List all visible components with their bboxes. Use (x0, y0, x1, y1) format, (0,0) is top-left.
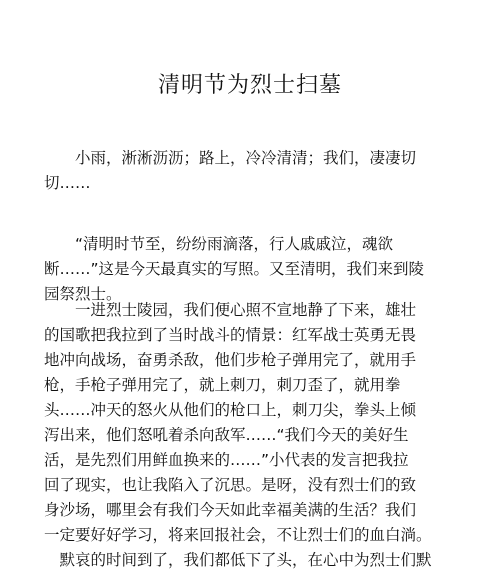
text-line: 园祭烈士。 (44, 285, 122, 303)
text-line: “清明时节至，纷纷雨滴落，行人戚戚泣，魂欲 (44, 235, 394, 253)
page-title: 清明节为烈士扫墓 (157, 73, 342, 98)
text-line: 一定要好好学习，将来回报社会，不让烈士们的血白淌。 (44, 526, 432, 544)
paragraph-3 (44, 298, 464, 573)
text-line: 一进烈士陵园，我们便心照不宣地静了下来，雄壮 (44, 301, 417, 319)
text-line: 泻出来，他们怒吼着杀向敌军……“我们今天的美好生 (44, 426, 409, 444)
text-line: 枪，手枪子弹用完了，就上刺刀，刺刀歪了，就用拳 (44, 376, 401, 394)
text-line: 的国歌把我拉到了当时战斗的情景：红军战士英勇无畏 (44, 326, 417, 344)
text-line: 地冲向战场，奋勇杀敌，他们步枪子弹用完了，就用手 (44, 351, 417, 369)
text-line: 活，是先烈们用鲜血换来的……”小代表的发言把我拉 (44, 451, 409, 469)
text-line: 回了现实，也让我陷入了沉思。是呀，没有烈士们的致 (44, 476, 417, 494)
paragraph-1 (44, 146, 464, 196)
text-line: 身沙场，哪里会有我们今天如此幸福美满的生活？我们 (44, 501, 417, 519)
text-line: 切…… (44, 174, 91, 192)
paragraph-2 (44, 232, 464, 307)
text-line: 断……”这是今天最真实的写照。又至清明，我们来到陵 (44, 260, 425, 278)
text-line: 头……冲天的怒火从他们的枪口上，刺刀尖，拳头上倾 (44, 401, 417, 419)
text-line: 默哀的时间到了，我们都低下了头，在心中为烈士们默 (44, 551, 432, 569)
text-line: 小雨，淅淅沥沥；路上，冷冷清清；我们，凄凄切 (44, 149, 417, 167)
